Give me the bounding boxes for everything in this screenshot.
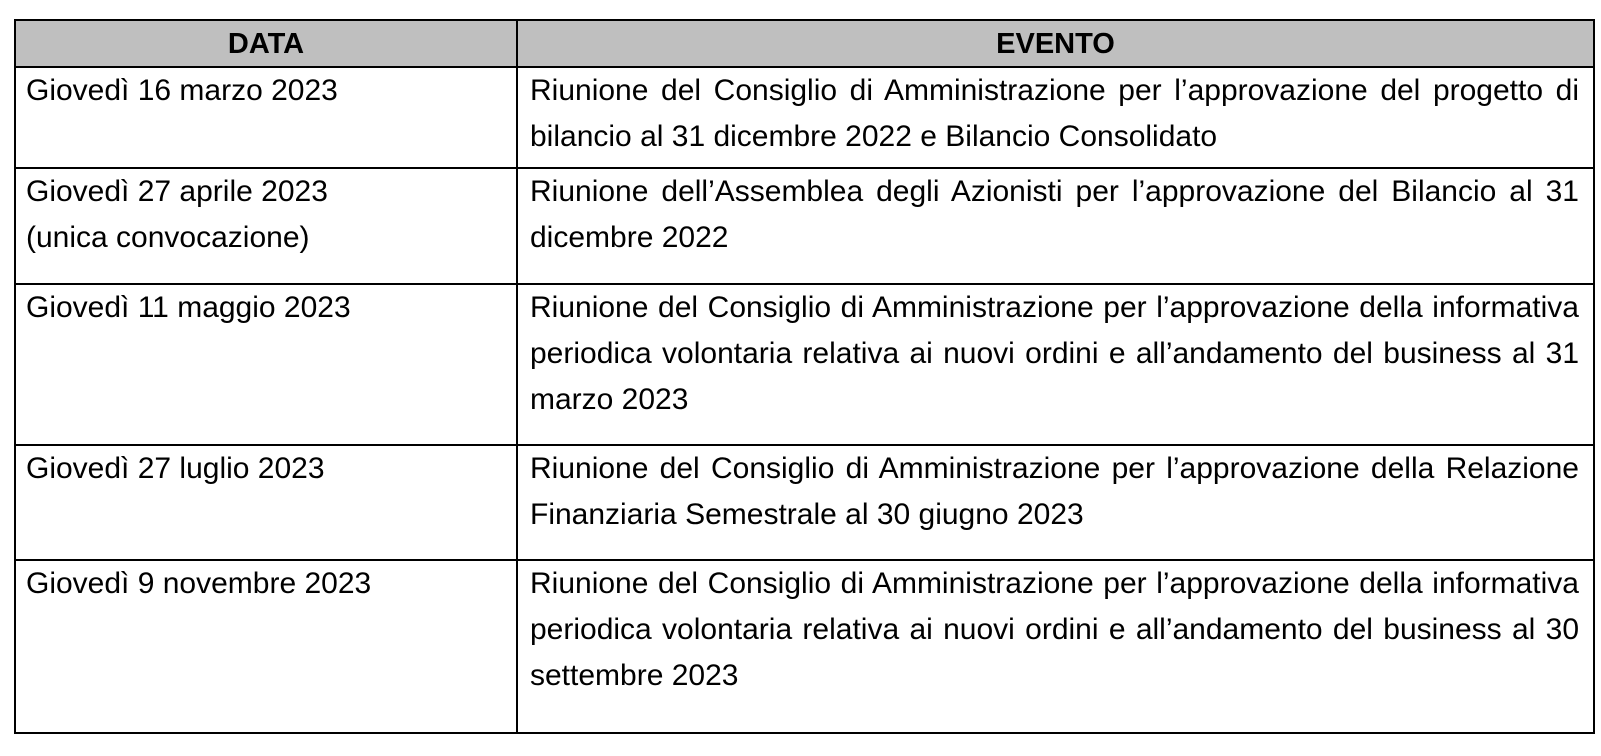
date-text: Giovedì 9 novembre 2023 <box>26 567 372 600</box>
table-body <box>15 67 1594 733</box>
financial-calendar-table <box>14 19 1595 734</box>
date-text: Giovedì 27 luglio 2023 <box>26 452 325 485</box>
table-header <box>15 20 1594 67</box>
event-cell: Riunione del Consiglio di Amministrazione per l’approvazione del progetto di bilancio al 31 dicembre 2022 e Bilancio Consolidato <box>517 67 1594 168</box>
date-text: Giovedì 16 marzo 2023 <box>26 74 338 107</box>
event-cell: Riunione del Consiglio di Amministrazione per l’approvazione della Relazione Finanziaria Semestrale al 30 giugno 2023 <box>517 445 1594 560</box>
table-row <box>15 445 1594 560</box>
table-row <box>15 67 1594 168</box>
header-row <box>15 20 1594 67</box>
table-row <box>15 284 1594 445</box>
header-date: DATA <box>15 20 517 67</box>
header-event: EVENTO <box>517 20 1594 67</box>
date-cell <box>15 284 517 445</box>
date-cell <box>15 67 517 168</box>
date-text: Giovedì 11 maggio 2023 <box>26 291 351 324</box>
event-cell: Riunione del Consiglio di Amministrazione per l’approvazione della informativa periodica volontaria relativa ai nuovi ordini e all’andamento del business al 31 marzo 2023 <box>517 284 1594 445</box>
table-row <box>15 168 1594 284</box>
date-cell <box>15 168 517 284</box>
date-note: (unica convocazione) <box>26 221 310 254</box>
table-row <box>15 560 1594 733</box>
date-cell <box>15 560 517 733</box>
date-text: Giovedì 27 aprile 2023 <box>26 175 328 208</box>
event-cell: Riunione del Consiglio di Amministrazione per l’approvazione della informativa periodica volontaria relativa ai nuovi ordini e all’andamento del business al 30 settembre 2023 <box>517 560 1594 733</box>
date-cell <box>15 445 517 560</box>
event-cell: Riunione dell’Assemblea degli Azionisti per l’approvazione del Bilancio al 31 dicembre 2022 <box>517 168 1594 284</box>
